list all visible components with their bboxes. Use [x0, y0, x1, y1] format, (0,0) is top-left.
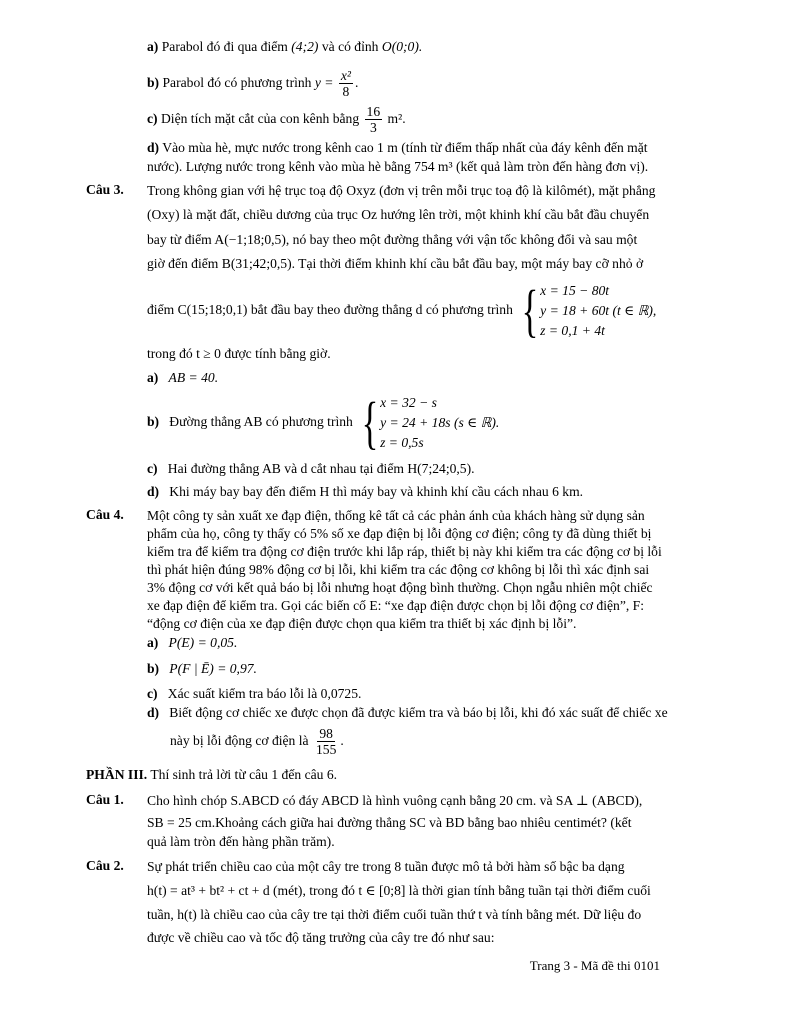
page-footer: Trang 3 - Mã đề thi 0101 — [529, 958, 660, 973]
p3q1-line2: SB = 25 cm.Khoảng cách giữa hai đường thẳng SC và BD bằng bao nhiêu centimét? (kết — [147, 815, 632, 830]
q3-line4: giờ đến điểm B(31;42;0,5). Tại thời điểm khinh khí cầu bắt đầu bay, một máy bay cỡ nhỏ ở — [147, 256, 644, 271]
q3-item-b: b) Đường thẳng AB có phương trình { x = 32 − s y = 24 + 18s (s ∈ ℝ). z = 0,5s — [147, 389, 500, 455]
q4-line7: “động cơ điện của xe đạp điện được chọn qua kiểm tra thiết bị xác định bị lỗi”. — [147, 616, 577, 631]
q3-item-a: a) AB = 40. — [147, 370, 219, 385]
p3q1-line3: quả làm tròn đến hàng phần trăm). — [147, 834, 335, 849]
fraction-16-over-3: $\frac{16}{3}$ — [366, 104, 381, 136]
part3-question-1-label: Câu 1. — [86, 792, 124, 807]
prev-item-d-line2: nước). Lượng nước trong kênh vào mùa hè bằng 754 m³ (kết quả làm tròn đến hàng đơn vị). — [147, 159, 649, 174]
q3-item-d: d) Khi máy bay bay đến điểm H thì máy bay và khinh khí cầu cách nhau 6 km. — [147, 484, 584, 499]
p3q2-line2: h(t) = at³ + bt² + ct + d (mét), trong đó t ∈ [0;8] là thời gian tính bằng tuần tại thời điểm cuối — [147, 883, 651, 898]
q3-item-c: c) Hai đường thẳng AB và d cắt nhau tại điểm H(7;24;0,5). — [147, 461, 475, 476]
q4-line5: 3% động cơ với kết quả báo bị lỗi nhưng hoạt động bình thường. Chọn ngẫu nhiên một chiếc — [147, 580, 653, 595]
q3-line5: điểm C(15;18;0,1) bắt đầu bay theo đường thẳng d có phương trình { x = 15 − 80t y = 18 + 60t (t ∈ ℝ), z = 0,1 + 4t — [147, 277, 657, 343]
p3q2-line1: Sự phát triển chiều cao của một cây tre trong 8 tuần được mô tả bởi hàm số bậc ba dạng — [147, 859, 625, 874]
prev-item-b: b) Parabol đó có phương trình y = $\frac{\text{x²}}{8}$ . — [147, 68, 359, 100]
q3-line-d-system: { x = 15 − 80t y = 18 + 60t (t ∈ ℝ), z = 0,1 + 4t — [521, 277, 657, 343]
q3-line3: bay từ điểm A(−1;18;0,5), nó bay theo một đường thẳng với vận tốc không đổi và sau một — [147, 232, 638, 247]
prev-item-d-line1: d) Vào mùa hè, mực nước trong kênh cao 1 m (tính từ điểm thấp nhất của đáy kênh đến mặt — [147, 140, 648, 155]
q4-item-a: a) P(E) = 0,05. — [147, 635, 238, 650]
q4-line3: kiểm tra để kiểm tra động cơ điện trước khi lắp ráp, thiết bị này khi kiểm tra các động cơ bị lỗi — [147, 544, 662, 559]
q4-line2: phẩm của họ, công ty thấy có 5% số xe đạp điện bị lỗi động cơ điện; công ty đã dùng thiết bị — [147, 526, 652, 541]
fraction-x2-over-8: $\frac{\text{x²}}{8}$ — [340, 68, 351, 100]
p3q2-line3: tuần, h(t) là chiều cao của cây tre tại thời điểm cuối tuần thứ t và tính bằng mét. Dữ liệu đo — [147, 907, 642, 922]
q4-item-c: c) Xác suất kiểm tra báo lỗi là 0,0725. — [147, 686, 362, 701]
question-3-label: Câu 3. — [86, 182, 124, 197]
fraction-98-over-155: $\frac{98}{155}$ — [315, 726, 337, 758]
prev-item-c: c) Diện tích mặt cắt của con kênh bằng $\frac{16}{3}$ m². — [147, 104, 406, 136]
q3-line6: trong đó t ≥ 0 được tính bằng giờ. — [147, 346, 331, 361]
q4-line6: xe đạp điện để kiểm tra. Gọi các biến cố E: “xe đạp điện được chọn bị lỗi động cơ điện”, F: — [147, 598, 644, 613]
part3-question-2-label: Câu 2. — [86, 858, 124, 873]
p3q2-line4: được về chiều cao và tốc độ tăng trưởng của cây tre đó như sau: — [147, 930, 495, 945]
q4-item-b: b) P(F | Ē) = 0,97. — [147, 661, 257, 676]
question-4-label: Câu 4. — [86, 507, 124, 522]
prev-item-a: a) Parabol đó đi qua điểm (4;2) và có đỉnh O(0;0). — [147, 39, 423, 54]
q4-item-d-line2: này bị lỗi động cơ điện là $\frac{98}{155}$ . — [170, 726, 344, 758]
p3q1-line1: Cho hình chóp S.ABCD có đáy ABCD là hình vuông cạnh bằng 20 cm. và SA ⊥ (ABCD), — [147, 793, 643, 808]
q3-line-ab-system: { x = 32 − s y = 24 + 18s (s ∈ ℝ). z = 0,5s — [361, 389, 500, 455]
q4-item-d-line1: d) Biết động cơ chiếc xe được chọn đã được kiểm tra và báo bị lỗi, khi đó xác suất để chiếc xe — [147, 705, 668, 720]
q4-line1: Một công ty sản xuất xe đạp điện, thống kê tất cả các phản ánh của khách hàng sử dụng sản — [147, 508, 645, 523]
q4-line4: thì phát hiện đúng 98% động cơ bị lỗi, khi kiểm tra các động cơ không bị lỗi thì xác định sai — [147, 562, 650, 577]
part-3-heading: PHẦN III. Thí sinh trả lời từ câu 1 đến câu 6. — [86, 767, 338, 782]
q3-line2: (Oxy) là mặt đất, chiều dương của trục Oz hướng lên trời, một khinh khí cầu bắt đầu chuyển — [147, 207, 650, 222]
q3-line1: Trong không gian với hệ trục toạ độ Oxyz (đơn vị trên mỗi trục toạ độ là kilômét), mặt phẳng — [147, 183, 656, 198]
